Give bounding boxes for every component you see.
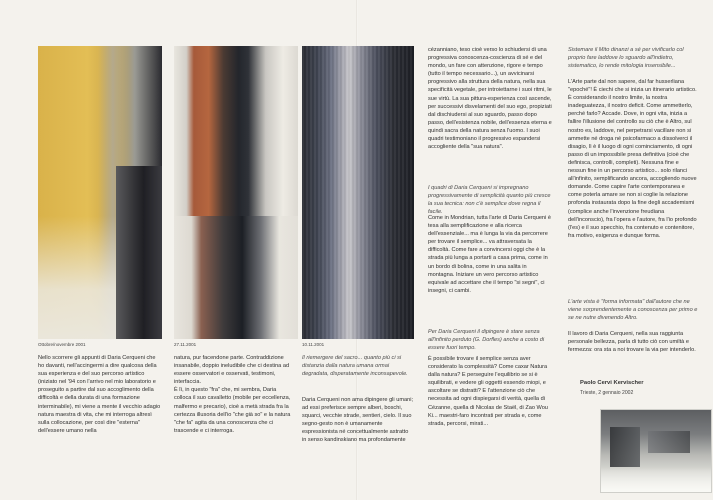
caption-painting-1: Ottobre/novembre 2001 xyxy=(38,342,86,347)
text-column-4-part-1: cézanniano, teso cioè verso lo schiudersi di una progressiva conoscenza-coscienza di sé e del mondo, un fare con attenzione, rigore e tempo (tutto il tempo necessario...), un avvicinarsi progressivo alla struttura della natura, nella sua specificità vegetale, per introiettarne i suoi ritmi, le sue virtù. La sua pittura-esperienza così ascende, per successivi disvelamenti del suo ego, propiziati dal dischiudersi al suo sguardo, passo dopo passo, dell'esistenza nobile, dell'essenza eterna e quindi sacra della natura senza l'uomo. I suoi quadri testimoniano il progressivo espandersi accogliente della "sua natura". xyxy=(428,47,552,151)
painting-blue-abstract xyxy=(302,46,414,339)
pull-quote-column-5: Sistemare il Mito dinanzi a sé per vivificarlo col proprio fare laddove lo sguardo all'indietro, sistematico, lo rende mitologia insensibile... xyxy=(568,47,684,70)
painting-rust-abstract xyxy=(174,46,298,339)
painting-yellow-abstract xyxy=(38,46,162,339)
text-column-2: natura, pur facendone parte. Contraddizione insanabile, doppio ineludibile che ci destina ad essere osservatori e osservati, testimoni, interfaccia. È lì, in questo "fra" che, mi sembra, Daria colloca il suo cavalletto (mobile per eccellenza, malfermo e precario), cioè a metà strada fra la certezza illusoria dell'io "che già so" e la natura "che fa" agita da una conoscenza che ci trascende e ci interroga. xyxy=(174,355,291,434)
pull-quote-column-4-second: Per Daria Cerqueni il dipingere è stare senza all'infinito perduto (G. Dorfles) anche a costo di essere fuori tempo. xyxy=(428,329,545,352)
pull-quote-column-5-second: L'arte vista è "forma informata" dall'autore che ne viene sorprendentemente a conoscenza per primo e se ne nutre divenendo Altro. xyxy=(568,299,698,322)
pull-quote-column-4: I quadri di Daria Cerqueni si impregnano progressivamente di semplicità quanto più cresce la sua tecnica: non c'è semplice dove regna il facile. xyxy=(428,185,551,216)
text-column-4-part-3: È possibile trovare il semplice senza aver considerato la complessità? Come caxar Natura dalla natura? E perseguire l'equilibrio se si è squilibrati, e vedere gli oggetti essendo miopi, e ascoltare se distratti? E l'attenzione ciò che necessita ad ogni dispiegarsi di verità, quella di Cézanne, quella di Nicolas de Staël, di Zao Wou Ki... maestri-faro incontrati per strada e, come strada, percorsi, mirati... xyxy=(428,356,548,427)
text-column-3: Daria Cerqueni non ama dipingere gli umani; ad essi preferisce sempre alberi, boschi, squarci, vecchie strade, sentieri, cielo. Il suo segno-gesto non è umanamente espressionista né concettualmente astratto in senso kandinskiano ma profondamente xyxy=(302,397,414,444)
text-column-5: L'Arte parte dal non sapere, dal far husserliana "epoché"! È ciechi che si inizia un itinerario artistico. È considerando il nostro limite, la nostra inadeguatezza, il nostro deficit. Come ammetterlo, perché farlo? Accade. Dove, in ogni vita, inizia a fallire l'illusione del controllo su ciò che è Altro, sul nostro es, laddove, nel perpetrarsi vacillare non si ammette né droga né psicofarmaco a dissolverci il disagio, lì è il luogo di ogni cominciamento, di ogni passo di un impossibile presa definitiva (cioè che definisca, controlli, completi). Nessuna fine e nessun fine in un percorso artistico... solo rilanci all'infinito, semplificando ancora, accogliendo nuove domande. Come capire l'arte contemporanea e come poterla amare se non si coglie la relazione profonda instaurata dopo la fine degli accademismi (complice anche l'invenzione freudiana dell'inconscio), fra l'opera e l'autore, fra l'io profondo (l'es) e il suo specchio, fra contenuto e contenitore, fra motivo, esigenza e dunque forma. xyxy=(568,79,697,239)
text-column-1: Nello scorrere gli appunti di Daria Cerqueni che ho davanti, nell'accingermi a dire qualcosa della sua esperienza e del suo percorso artistico (iniziato nel '94 con l'arrivo nel mio laboratorio e proseguito a partire dal suo accoglimento della difficoltà e della durata di una formazione interminabile), mi viene a mente il vecchio adagio natura maestra di vita, che mi interroga altresì sulla collocazione, per così dire "esterna" dell'essere umano nella xyxy=(38,355,161,434)
pull-quote-column-3: Il riemergere del sacro... quanto più ci si distanzia dalla natura umana ormai degradata, disperatamente inconsapevole. xyxy=(302,355,408,378)
caption-painting-3: 10.11.2001 xyxy=(302,342,325,347)
text-column-5-closing: Il lavoro di Daria Cerqueni, nella sua raggiunta personale bellezza, parla di tutto ciò con umiltà e fermezza: ora sta a noi trovare la via per intenderlo. xyxy=(568,331,696,354)
caption-painting-2: 27.11.2001 xyxy=(174,342,197,347)
landscape-photo xyxy=(600,409,712,493)
text-column-4-part-2: Come in Mondrian, tutta l'arte di Daria Cerqueni è tesa alla semplificazione e alla ricerca dell'essenziale... ma è lunga la via da percorrere per trovare il semplice... va attraversata la difficoltà. Come fare a convincersi oggi che è la strada più lunga a portarti a casa prima, come in un bordo di bolina, come in una salita in montagna. Iniziare un vero percorso artistico equivale ad accettare che il tempo "si segni", ci insegni, ci cambi. xyxy=(428,215,551,294)
author-signature: Paolo Cervi Kervischer xyxy=(580,380,644,386)
place-date: Trieste, 2 gennaio 2002 xyxy=(580,390,634,396)
